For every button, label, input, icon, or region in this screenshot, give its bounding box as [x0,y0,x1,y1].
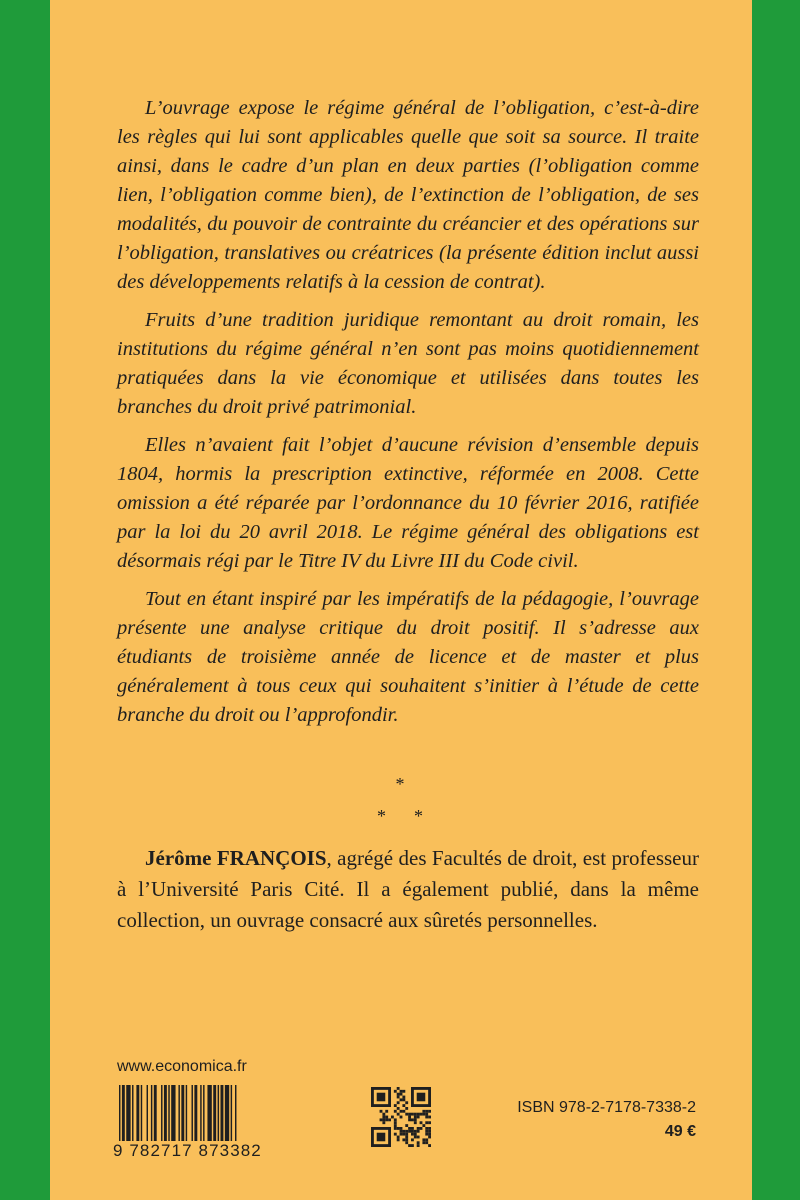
isbn-label: ISBN 978-2-7178-7338-2 [517,1099,696,1116]
blurb [117,94,699,739]
blurb-paragraph-2: Fruits d’une tradition juridique remontant au droit romain, les institutions du régime général n’en sont pas moins quotidiennement pratiquées dans la vie économique et utilisées dans toutes les branches du droit privé patrimonial. [117,309,699,418]
author-bio [117,843,699,936]
separator-star: * [377,806,386,826]
price: 49 € [664,1123,696,1140]
separator-top [0,774,800,795]
blurb-paragraph-4: Tout en étant inspiré par les impératifs de la pédagogie, l’ouvrage présente une analyse critique du droit positif. Il s’adresse aux étudiants de troisième année de licence et de master et plus généralement à tous ceux qui souhaitent s’initier à l’étude de cette branche du droit ou l’approfondir. [117,588,699,726]
blurb-paragraph-1: L’ouvrage expose le régime général de l’obligation, c’est-à-dire les règles qui lui sont applicables quelle que soit sa source. Il traite ainsi, dans le cadre d’un plan en deux parties (l’obligation comme lien, l’obligation comme bien), de l’extinction de l’obligation, de ses modalités, du pouvoir de contrainte du créancier et des opérations sur l’obligation, translatives ou créatrices (la présente édition inclut aussi des développements relatifs à la cession de contrat). [117,97,699,293]
author-description: , agrégé des Facultés de droit, est professeur à l’Université Paris Cité. Il a également publié, dans la même collection, un ouvrage consacré aux sûretés personnelles. [117,846,699,932]
separator-bottom [0,806,800,827]
separator-star: * [395,774,405,794]
author-name: Jérôme FRANÇOIS [145,846,327,870]
separator-star: * [414,806,423,826]
blurb-paragraph-3: Elles n’avaient fait l’objet d’aucune révision d’ensemble depuis 1804, hormis la prescription extinctive, réformée en 2008. Cette omission a été réparée par l’ordonnance du 10 février 2016, ratifiée par la loi du 20 avril 2018. Le régime général des obligations est désormais régi par le Titre IV du Livre III du Code civil. [117,434,699,572]
barcode-digits: 9 782717 873382 [113,1141,291,1161]
publisher-website[interactable]: www.economica.fr [117,1058,247,1075]
isbn-block [517,1096,696,1144]
qr-code-icon [371,1087,431,1147]
